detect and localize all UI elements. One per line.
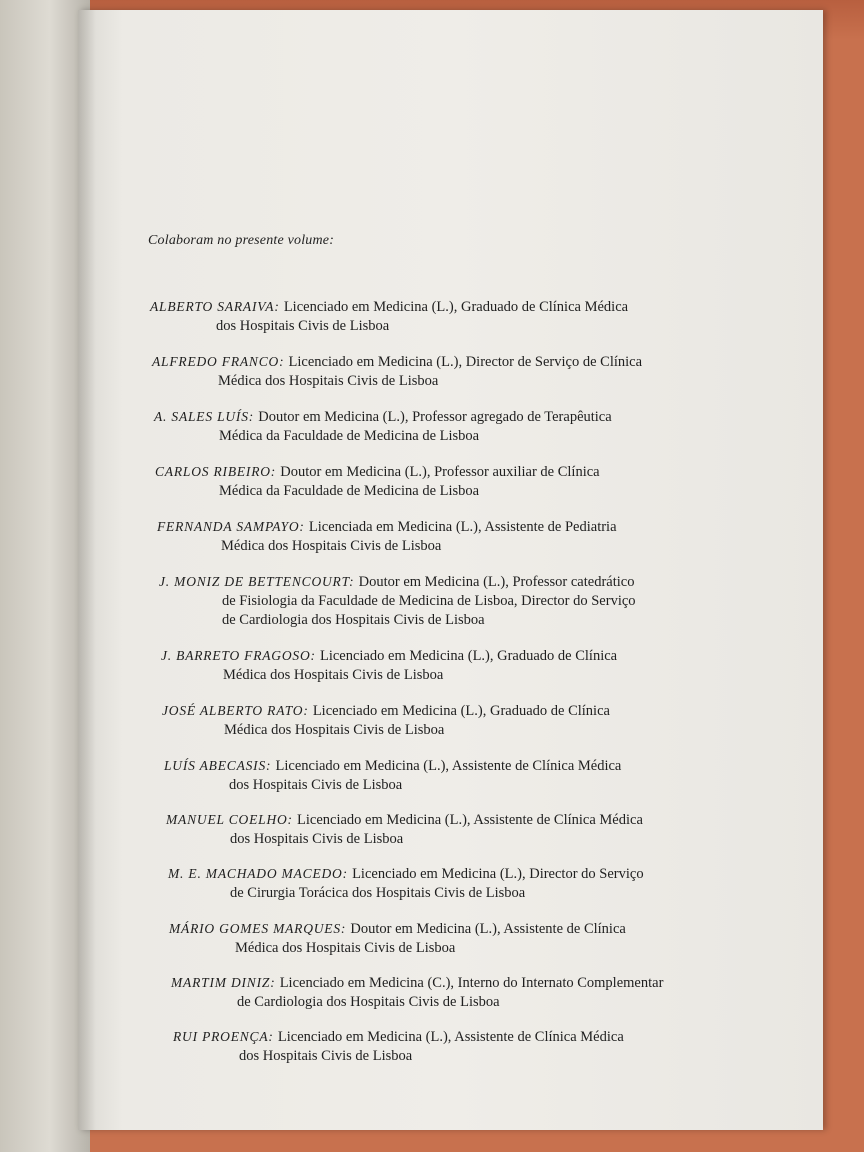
contributor-name: ALFREDO FRANCO:: [152, 354, 289, 369]
contributor-description-cont: Médica da Faculdade de Medicina de Lisboa: [219, 483, 480, 499]
contributor-name: MANUEL COELHO:: [166, 812, 298, 827]
contributor-description: Licenciado em Medicina (L.), Assistente de Clínica Médica: [275, 758, 622, 774]
contributor-name: MARTIM DINIZ:: [171, 975, 280, 990]
contributor-description-cont: Médica dos Hospitais Civis de Lisboa: [218, 373, 439, 389]
contributor-name: FERNANDA SAMPAYO:: [157, 519, 309, 534]
contributor-description: Doutor em Medicina (L.), Professor auxiliar de Clínica: [280, 464, 600, 480]
contributor-entry: [168, 864, 778, 903]
contributor-entry: [150, 297, 760, 336]
contributor-name: A. SALES LUÍS:: [154, 409, 259, 424]
contributor-entry: [155, 462, 765, 501]
contributor-entry: [162, 701, 772, 740]
contributor-description-cont: dos Hospitais Civis de Lisboa: [229, 777, 403, 793]
contributor-description-cont: de Cirurgia Torácica dos Hospitais Civis de Lisboa: [230, 885, 526, 901]
contributor-name: LUÍS ABECASIS:: [164, 758, 276, 773]
contributor-name: J. MONIZ DE BETTENCOURT:: [159, 574, 359, 589]
contributor-description-cont: Médica dos Hospitais Civis de Lisboa: [221, 538, 442, 554]
contributor-description: Licenciado em Medicina (L.), Assistente de Clínica Médica: [277, 1029, 624, 1045]
contributor-description-cont: Médica dos Hospitais Civis de Lisboa: [223, 667, 444, 683]
contributor-entry: [161, 646, 771, 685]
contributor-description: Doutor em Medicina (L.), Professor catedrático: [358, 574, 635, 590]
contributor-entry: [169, 919, 779, 958]
contributor-entry: [159, 572, 769, 630]
contributor-description: Licenciado em Medicina (L.), Director do Serviço: [352, 866, 644, 882]
contributor-description-cont: de Cardiologia dos Hospitais Civis de Lisboa: [222, 612, 485, 628]
contributor-description-cont: Médica dos Hospitais Civis de Lisboa: [224, 722, 445, 738]
contributor-description: Licenciado em Medicina (L.), Graduado de Clínica: [319, 648, 618, 664]
contributor-description-cont: dos Hospitais Civis de Lisboa: [230, 831, 404, 847]
intro-heading: Colaboram no presente volume:: [148, 233, 335, 248]
contributor-entry: [166, 810, 776, 849]
contributor-description: Licenciado em Medicina (L.), Graduado de Clínica: [312, 703, 610, 719]
contributor-description-cont: de Fisiologia da Faculdade de Medicina de Lisboa, Director do Serviço: [222, 593, 636, 609]
contributor-description-cont: de Cardiologia dos Hospitais Civis de Lisboa: [237, 994, 500, 1010]
contributor-name: CARLOS RIBEIRO:: [155, 464, 281, 479]
contributor-entry: [154, 407, 764, 446]
contributor-description: Licenciado em Medicina (C.), Interno do Internato Complementar: [279, 975, 664, 991]
contributor-name: J. BARRETO FRAGOSO:: [161, 648, 320, 663]
contributor-description-cont: dos Hospitais Civis de Lisboa: [239, 1048, 413, 1064]
contributor-name: M. E. MACHADO MACEDO:: [168, 866, 353, 881]
contributor-description: Licenciada em Medicina (L.), Assistente de Pediatria: [308, 519, 617, 535]
contributor-entry: [152, 352, 762, 391]
contributor-description: Doutor em Medicina (L.), Professor agregado de Terapêutica: [258, 409, 612, 425]
contributor-description-cont: Médica da Faculdade de Medicina de Lisboa: [219, 428, 480, 444]
contributor-description: Licenciado em Medicina (L.), Assistente de Clínica Médica: [297, 812, 643, 828]
contributor-entry: [171, 973, 781, 1012]
contributor-description: Licenciado em Medicina (L.), Director de Serviço de Clínica: [288, 354, 643, 370]
contributor-entry: [157, 517, 767, 556]
contributor-description-cont: Médica dos Hospitais Civis de Lisboa: [235, 940, 456, 956]
contributor-entry: [164, 756, 774, 795]
contributor-name: MÁRIO GOMES MARQUES:: [169, 921, 351, 936]
contributor-description: Licenciado em Medicina (L.), Graduado de Clínica Médica: [283, 299, 629, 315]
contributor-description-cont: dos Hospitais Civis de Lisboa: [216, 318, 390, 334]
contributor-name: RUI PROENÇA:: [173, 1029, 278, 1044]
contributor-entry: [173, 1027, 783, 1066]
contributor-name: ALBERTO SARAIVA:: [150, 299, 284, 314]
contributor-description: Doutor em Medicina (L.), Assistente de Clínica: [350, 921, 626, 937]
contributor-name: JOSÉ ALBERTO RATO:: [162, 703, 313, 718]
